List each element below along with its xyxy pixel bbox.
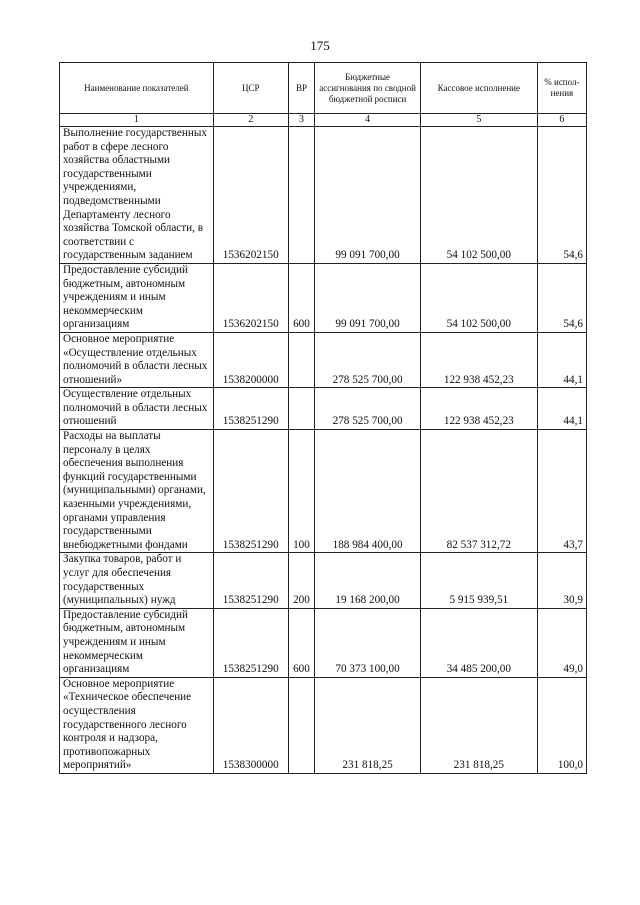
- column-number: 6: [537, 114, 586, 127]
- row-name: Основное мероприятие «Осуществление отдельных полномочий в области лесных отношений»: [60, 332, 214, 387]
- row-percent: 100,0: [537, 677, 586, 773]
- row-vr: [288, 388, 315, 430]
- column-number-row: [60, 114, 587, 127]
- row-budget: 278 525 700,00: [315, 332, 421, 387]
- table-row: [60, 263, 587, 332]
- row-vr: 600: [288, 263, 315, 332]
- column-number: 4: [315, 114, 421, 127]
- row-csr: 1536202150: [213, 263, 288, 332]
- row-percent: 30,9: [537, 553, 586, 608]
- row-percent: 43,7: [537, 430, 586, 553]
- table-row: [60, 332, 587, 387]
- row-vr: [288, 127, 315, 264]
- row-name: Предоставление субсидий бюджетным, автономным учреждениям и иным некоммерческим организациям: [60, 608, 214, 677]
- header-budget: Бюджетные ассигнования по сводной бюджетной росписи: [315, 63, 421, 114]
- table-row: [60, 677, 587, 773]
- row-csr: 1538300000: [213, 677, 288, 773]
- page-number: 175: [310, 38, 330, 53]
- row-budget: 99 091 700,00: [315, 127, 421, 264]
- row-vr: 100: [288, 430, 315, 553]
- column-number: 1: [60, 114, 214, 127]
- header-vr: ВР: [288, 63, 315, 114]
- row-name: Закупка товаров, работ и услуг для обеспечения государственных (муниципальных) нужд: [60, 553, 214, 608]
- row-cash: 122 938 452,23: [420, 388, 537, 430]
- row-budget: 70 373 100,00: [315, 608, 421, 677]
- table-header-row: [60, 63, 587, 114]
- row-csr: 1538251290: [213, 430, 288, 553]
- row-vr: 600: [288, 608, 315, 677]
- row-cash: 122 938 452,23: [420, 332, 537, 387]
- table-row: [60, 127, 587, 264]
- header-name: Наименование показателей: [60, 63, 214, 114]
- row-name: Основное мероприятие «Техническое обеспечение осуществления государственного лесного контроля и надзора, противопожарных мероприятий»: [60, 677, 214, 773]
- row-csr: 1538251290: [213, 608, 288, 677]
- row-percent: 44,1: [537, 388, 586, 430]
- row-csr: 1538251290: [213, 388, 288, 430]
- column-number: 2: [213, 114, 288, 127]
- table-row: [60, 430, 587, 553]
- row-name: Выполнение государственных работ в сфере лесного хозяйства областными государственными учреждениями, подведомственными Департаменту лесного хозяйства Томской области, в соответствии с государственным заданием: [60, 127, 214, 264]
- row-budget: 19 168 200,00: [315, 553, 421, 608]
- row-csr: 1536202150: [213, 127, 288, 264]
- row-name: Расходы на выплаты персоналу в целях обеспечения выполнения функций государственными (муниципальными) органами, казенными учреждениями, органами управления государственными внебюджетными фондами: [60, 430, 214, 553]
- row-name: Осуществление отдельных полномочий в области лесных отношений: [60, 388, 214, 430]
- row-cash: 54 102 500,00: [420, 127, 537, 264]
- row-cash: 82 537 312,72: [420, 430, 537, 553]
- row-csr: 1538251290: [213, 553, 288, 608]
- row-vr: [288, 332, 315, 387]
- column-number: 5: [420, 114, 537, 127]
- table-row: [60, 608, 587, 677]
- row-percent: 54,6: [537, 263, 586, 332]
- row-percent: 49,0: [537, 608, 586, 677]
- row-cash: 231 818,25: [420, 677, 537, 773]
- row-percent: 54,6: [537, 127, 586, 264]
- row-cash: 5 915 939,51: [420, 553, 537, 608]
- header-cash: Кассовое исполнение: [420, 63, 537, 114]
- table-row: [60, 388, 587, 430]
- row-budget: 99 091 700,00: [315, 263, 421, 332]
- row-budget: 231 818,25: [315, 677, 421, 773]
- row-cash: 34 485 200,00: [420, 608, 537, 677]
- column-number: 3: [288, 114, 315, 127]
- row-percent: 44,1: [537, 332, 586, 387]
- row-vr: 200: [288, 553, 315, 608]
- header-percent: % испол-нения: [537, 63, 586, 114]
- row-budget: 188 984 400,00: [315, 430, 421, 553]
- header-csr: ЦСР: [213, 63, 288, 114]
- row-name: Предоставление субсидий бюджетным, автономным учреждениям и иным некоммерческим организациям: [60, 263, 214, 332]
- row-vr: [288, 677, 315, 773]
- budget-execution-table: [59, 62, 587, 774]
- row-cash: 54 102 500,00: [420, 263, 537, 332]
- row-csr: 1538200000: [213, 332, 288, 387]
- row-budget: 278 525 700,00: [315, 388, 421, 430]
- table-row: [60, 553, 587, 608]
